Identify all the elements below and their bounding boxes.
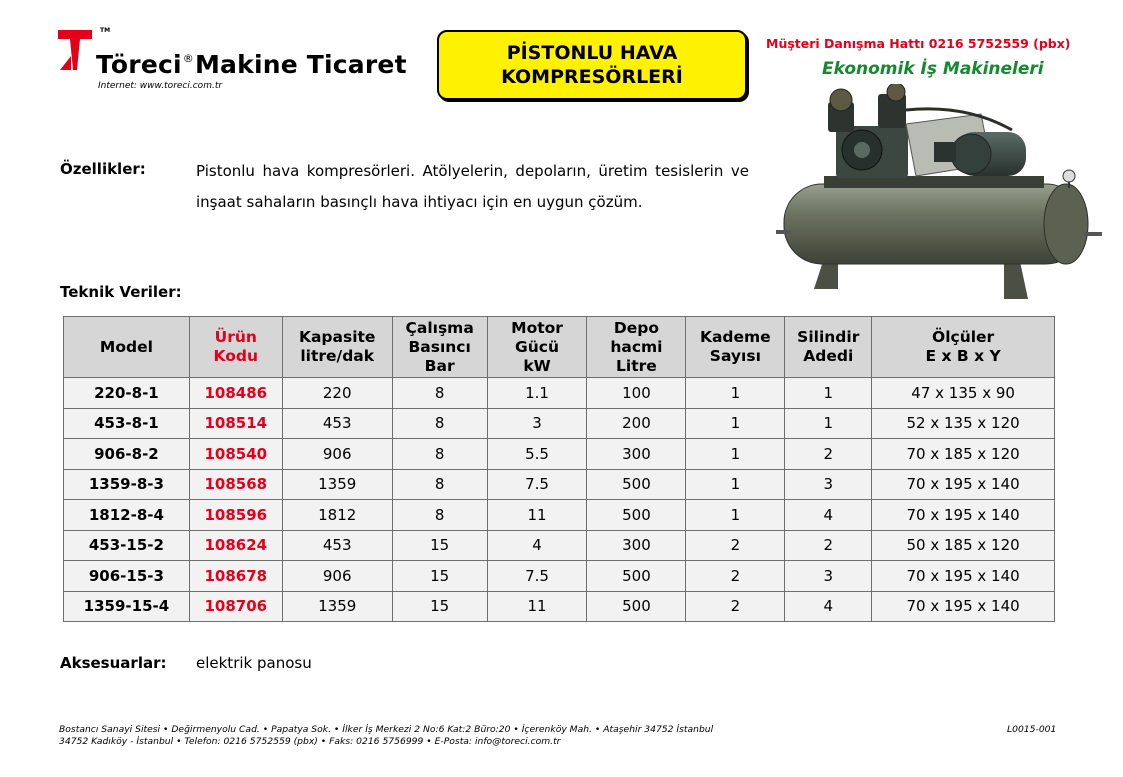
document-code: L0015-001 [1007, 724, 1057, 735]
cell-capacity: 1359 [282, 469, 392, 500]
cell-tank-volume: 300 [587, 439, 686, 470]
table-row [64, 530, 1055, 561]
footer-address [59, 724, 713, 748]
cell-model: 1359-8-3 [64, 469, 190, 500]
cell-dimensions: 52 x 135 x 120 [872, 408, 1055, 439]
cell-working-pressure: 15 [392, 591, 487, 622]
cell-capacity: 906 [282, 561, 392, 592]
table-row [64, 500, 1055, 531]
cell-cylinders: 1 [785, 408, 872, 439]
footer-address-line-2: 34752 Kadıköy - İstanbul • Telefon: 0216 5752559 (pbx) • Faks: 0216 5756999 • E-Posta: info@toreci.com.tr [59, 736, 561, 747]
cell-motor-power: 3 [487, 408, 587, 439]
cell-stages: 2 [686, 530, 785, 561]
table-row [64, 469, 1055, 500]
header-motor-power: Motor Gücü kW [487, 317, 587, 378]
table-header-row [64, 317, 1055, 378]
cell-working-pressure: 8 [392, 500, 487, 531]
cell-cylinders: 4 [785, 591, 872, 622]
cell-tank-volume: 100 [587, 378, 686, 409]
technical-data-label: Teknik Veriler: [60, 283, 182, 301]
company-name-brand: Töreci [96, 50, 182, 79]
cell-stages: 1 [686, 469, 785, 500]
cell-working-pressure: 15 [392, 530, 487, 561]
cell-product-code: 108596 [189, 500, 282, 531]
cell-cylinders: 1 [785, 378, 872, 409]
cell-motor-power: 7.5 [487, 561, 587, 592]
cell-cylinders: 3 [785, 469, 872, 500]
compressor-image [766, 84, 1112, 306]
customer-hotline: Müşteri Danışma Hattı 0216 5752559 (pbx) [766, 36, 1071, 51]
cell-product-code: 108706 [189, 591, 282, 622]
cell-product-code: 108678 [189, 561, 282, 592]
cell-tank-volume: 300 [587, 530, 686, 561]
website-text: Internet: www.toreci.com.tr [98, 81, 223, 91]
cell-dimensions: 70 x 195 x 140 [872, 561, 1055, 592]
header-capacity: Kapasite litre/dak [282, 317, 392, 378]
cell-capacity: 906 [282, 439, 392, 470]
cell-working-pressure: 8 [392, 469, 487, 500]
specifications-table [63, 316, 1055, 622]
cell-stages: 2 [686, 561, 785, 592]
trademark-mark: TM [100, 27, 111, 34]
cell-stages: 1 [686, 378, 785, 409]
cell-stages: 1 [686, 500, 785, 531]
footer-address-line-1: Bostancı Sanayi Sitesi • Değirmenyolu Cad. • Papatya Sok. • İlker İş Merkezi 2 No:6 Kat:2 Büro:20 • İçerenköy Mah. • Ataşehir 34752 İstanbul [59, 724, 714, 735]
toreci-logo-icon [58, 30, 92, 70]
table-row [64, 561, 1055, 592]
cell-tank-volume: 200 [587, 408, 686, 439]
cell-dimensions: 70 x 195 x 140 [872, 469, 1055, 500]
cell-tank-volume: 500 [587, 561, 686, 592]
cell-working-pressure: 8 [392, 408, 487, 439]
cell-capacity: 453 [282, 408, 392, 439]
registered-mark: ® [182, 52, 194, 65]
accessories-text: elektrik panosu [196, 654, 312, 672]
cell-product-code: 108624 [189, 530, 282, 561]
cell-working-pressure: 8 [392, 439, 487, 470]
cell-dimensions: 50 x 185 x 120 [872, 530, 1055, 561]
slogan: Ekonomik İş Makineleri [822, 59, 1044, 79]
cell-model: 906-8-2 [64, 439, 190, 470]
cell-dimensions: 70 x 195 x 140 [872, 591, 1055, 622]
table-row [64, 591, 1055, 622]
cell-tank-volume: 500 [587, 500, 686, 531]
features-text: Pistonlu hava kompresörleri. Atölyelerin, depoların, üretim tesislerin ve inşaat sahaların basınçlı hava ihtiyacı için en uygun çözüm. [196, 162, 749, 211]
cell-model: 1812-8-4 [64, 500, 190, 531]
cell-model: 453-8-1 [64, 408, 190, 439]
cell-capacity: 1812 [282, 500, 392, 531]
cell-capacity: 1359 [282, 591, 392, 622]
title-line-2: KOMPRESÖRLERİ [501, 66, 683, 88]
cell-capacity: 220 [282, 378, 392, 409]
cell-dimensions: 70 x 195 x 140 [872, 500, 1055, 531]
cell-cylinders: 4 [785, 500, 872, 531]
specifications-table-body [64, 378, 1055, 622]
cell-stages: 1 [686, 439, 785, 470]
cell-working-pressure: 15 [392, 561, 487, 592]
cell-product-code: 108514 [189, 408, 282, 439]
cell-product-code: 108540 [189, 439, 282, 470]
cell-product-code: 108486 [189, 378, 282, 409]
accessories-label: Aksesuarlar: [60, 654, 167, 672]
cell-cylinders: 2 [785, 439, 872, 470]
document-title [437, 30, 747, 100]
table-row [64, 378, 1055, 409]
cell-motor-power: 4 [487, 530, 587, 561]
cell-motor-power: 1.1 [487, 378, 587, 409]
features-label: Özellikler: [60, 160, 146, 178]
cell-capacity: 453 [282, 530, 392, 561]
header-tank-volume: Depo hacmi Litre [587, 317, 686, 378]
cell-motor-power: 11 [487, 500, 587, 531]
company-name [96, 50, 407, 79]
cell-model: 906-15-3 [64, 561, 190, 592]
cell-product-code: 108568 [189, 469, 282, 500]
cell-working-pressure: 8 [392, 378, 487, 409]
cell-stages: 1 [686, 408, 785, 439]
cell-motor-power: 7.5 [487, 469, 587, 500]
cell-motor-power: 11 [487, 591, 587, 622]
cell-model: 1359-15-4 [64, 591, 190, 622]
cell-stages: 2 [686, 591, 785, 622]
cell-cylinders: 2 [785, 530, 872, 561]
cell-motor-power: 5.5 [487, 439, 587, 470]
title-line-1: PİSTONLU HAVA [506, 42, 678, 64]
header-product-code: Ürün Kodu [189, 317, 282, 378]
header-dimensions: Ölçüler E x B x Y [872, 317, 1055, 378]
cell-dimensions: 70 x 185 x 120 [872, 439, 1055, 470]
cell-model: 453-15-2 [64, 530, 190, 561]
table-row [64, 408, 1055, 439]
header-stages: Kademe Sayısı [686, 317, 785, 378]
table-row [64, 439, 1055, 470]
cell-tank-volume: 500 [587, 591, 686, 622]
header-working-pressure: Çalışma Basıncı Bar [392, 317, 487, 378]
cell-model: 220-8-1 [64, 378, 190, 409]
company-name-rest: Makine Ticaret [194, 50, 407, 79]
cell-tank-volume: 500 [587, 469, 686, 500]
header-cylinders: Silindir Adedi [785, 317, 872, 378]
cell-cylinders: 3 [785, 561, 872, 592]
header-model: Model [64, 317, 190, 378]
cell-dimensions: 47 x 135 x 90 [872, 378, 1055, 409]
